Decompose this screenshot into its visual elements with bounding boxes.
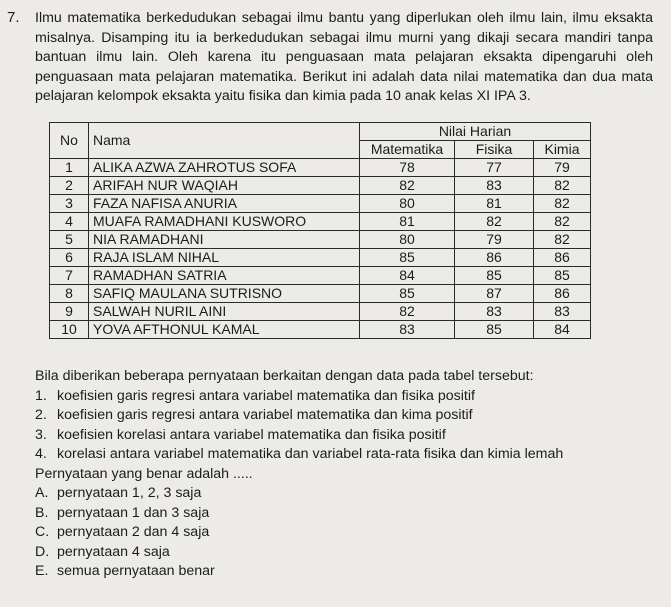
cell-no: 8: [50, 285, 89, 303]
cell-no: 1: [50, 159, 89, 177]
cell-no: 4: [50, 213, 89, 231]
cell-no: 5: [50, 231, 89, 249]
cell-kimia: 86: [534, 249, 591, 267]
cell-no: 10: [50, 321, 89, 339]
cell-matematika: 80: [360, 195, 455, 213]
table-row: [50, 267, 591, 285]
statement-item: [35, 426, 660, 446]
cell-fisika: 87: [455, 285, 534, 303]
option-text: pernyataan 1 dan 3 saja: [57, 504, 210, 521]
cell-fisika: 86: [455, 249, 534, 267]
cell-fisika: 77: [455, 159, 534, 177]
cell-matematika: 84: [360, 267, 455, 285]
cell-no: 3: [50, 195, 89, 213]
answer-option-b[interactable]: [35, 504, 660, 524]
table-row: [50, 321, 591, 339]
cell-matematika: 78: [360, 159, 455, 177]
cell-matematika: 82: [360, 177, 455, 195]
cell-kimia: 85: [534, 267, 591, 285]
cell-nama: MUAFA RAMADHANI KUSWORO: [89, 213, 360, 231]
option-letter: B.: [35, 504, 49, 521]
statement-item: [35, 445, 660, 465]
answer-option-a[interactable]: [35, 484, 660, 504]
table-row: [50, 303, 591, 321]
statements-section: [35, 367, 660, 582]
header-kimia: Kimia: [534, 141, 591, 159]
answer-option-d[interactable]: [35, 543, 660, 563]
statement-text: korelasi antara variabel matematika dan variabel rata-rata fisika dan kimia lemah: [57, 446, 564, 462]
statement-text: koefisien garis regresi antara variabel matematika dan kima positif: [57, 407, 473, 423]
question-number: 7.: [7, 9, 20, 26]
statement-number: 2.: [35, 407, 47, 423]
cell-no: 7: [50, 267, 89, 285]
cell-nama: SALWAH NURIL AINI: [89, 303, 360, 321]
scores-table: [49, 122, 591, 339]
statement-number: 3.: [35, 426, 47, 443]
option-letter: E.: [35, 563, 49, 579]
cell-matematika: 83: [360, 321, 455, 339]
cell-kimia: 82: [534, 195, 591, 213]
table-row: [50, 177, 591, 195]
cell-matematika: 80: [360, 231, 455, 249]
cell-kimia: 84: [534, 321, 591, 339]
cell-matematika: 85: [360, 249, 455, 267]
table-row: [50, 249, 591, 267]
cell-fisika: 85: [455, 321, 534, 339]
cell-matematika: 85: [360, 285, 455, 303]
cell-kimia: 79: [534, 159, 591, 177]
cell-fisika: 81: [455, 195, 534, 213]
cell-nama: RAMADHAN SATRIA: [89, 267, 360, 285]
cell-no: 6: [50, 249, 89, 267]
table-row: [50, 195, 591, 213]
table-row: [50, 159, 591, 177]
option-text: semua pernyataan benar: [57, 563, 215, 579]
statement-item: [35, 387, 660, 407]
table-row: [50, 213, 591, 231]
table-row: [50, 231, 591, 249]
header-fisika: Fisika: [455, 141, 534, 159]
cell-fisika: 85: [455, 267, 534, 285]
cell-nama: RAJA ISLAM NIHAL: [89, 249, 360, 267]
cell-fisika: 83: [455, 303, 534, 321]
cell-fisika: 83: [455, 177, 534, 195]
cell-kimia: 86: [534, 285, 591, 303]
statement-number: 1.: [35, 387, 47, 404]
table-row: [50, 285, 591, 303]
option-letter: C.: [35, 524, 50, 540]
statements-intro: Bila diberikan beberapa pernyataan berkaitan dengan data pada tabel tersebut:: [35, 368, 534, 384]
cell-nama: FAZA NAFISA ANURIA: [89, 195, 360, 213]
cell-kimia: 82: [534, 177, 591, 195]
question-paragraph: Ilmu matematika berkedudukan sebagai ilmu bantu yang diperlukan oleh ilmu lain, ilmu eksakta misalnya. Disamping itu ia berkedudukan sebagai ilmu murni yang dikaji secara mandiri tanpa bantuan ilmu lain. Oleh karena itu penguasaan mata pelajaran eksakta dipengaruhi oleh penguasaan mata pelajaran matematika. Berikut ini adalah data nilai matematika dan dua mata pelajaran kelompok eksakta yaitu fisika dan kimia pada 10 anak kelas XI IPA 3.: [35, 10, 653, 104]
statement-text: koefisien korelasi antara variabel matematika dan fisika positif: [57, 426, 446, 443]
cell-nama: SAFIQ MAULANA SUTRISNO: [89, 285, 360, 303]
header-no: No: [50, 123, 89, 159]
question-prompt: Pernyataan yang benar adalah .....: [35, 465, 253, 482]
statement-text: koefisien garis regresi antara variabel matematika dan fisika positif: [57, 387, 475, 404]
cell-fisika: 79: [455, 231, 534, 249]
header-nilai-harian: Nilai Harian: [360, 123, 591, 141]
cell-matematika: 82: [360, 303, 455, 321]
cell-kimia: 82: [534, 213, 591, 231]
cell-nama: NIA RAMADHANI: [89, 231, 360, 249]
cell-no: 9: [50, 303, 89, 321]
cell-kimia: 83: [534, 303, 591, 321]
cell-no: 2: [50, 177, 89, 195]
option-text: pernyataan 2 dan 4 saja: [57, 524, 210, 540]
cell-nama: ARIFAH NUR WAQIAH: [89, 177, 360, 195]
cell-nama: YOVA AFTHONUL KAMAL: [89, 321, 360, 339]
cell-fisika: 82: [455, 213, 534, 231]
statement-number: 4.: [35, 446, 47, 462]
option-text: pernyataan 4 saja: [57, 543, 170, 560]
header-matematika: Matematika: [360, 141, 455, 159]
cell-nama: ALIKA AZWA ZAHROTUS SOFA: [89, 159, 360, 177]
option-letter: D.: [35, 543, 50, 560]
answer-option-e[interactable]: [35, 562, 660, 582]
header-nama: Nama: [89, 123, 360, 159]
table-header-row: [50, 123, 591, 141]
cell-kimia: 82: [534, 231, 591, 249]
answer-option-c[interactable]: [35, 523, 660, 543]
statement-item: [35, 406, 660, 426]
option-text: pernyataan 1, 2, 3 saja: [57, 485, 202, 501]
option-letter: A.: [35, 485, 49, 501]
cell-matematika: 81: [360, 213, 455, 231]
